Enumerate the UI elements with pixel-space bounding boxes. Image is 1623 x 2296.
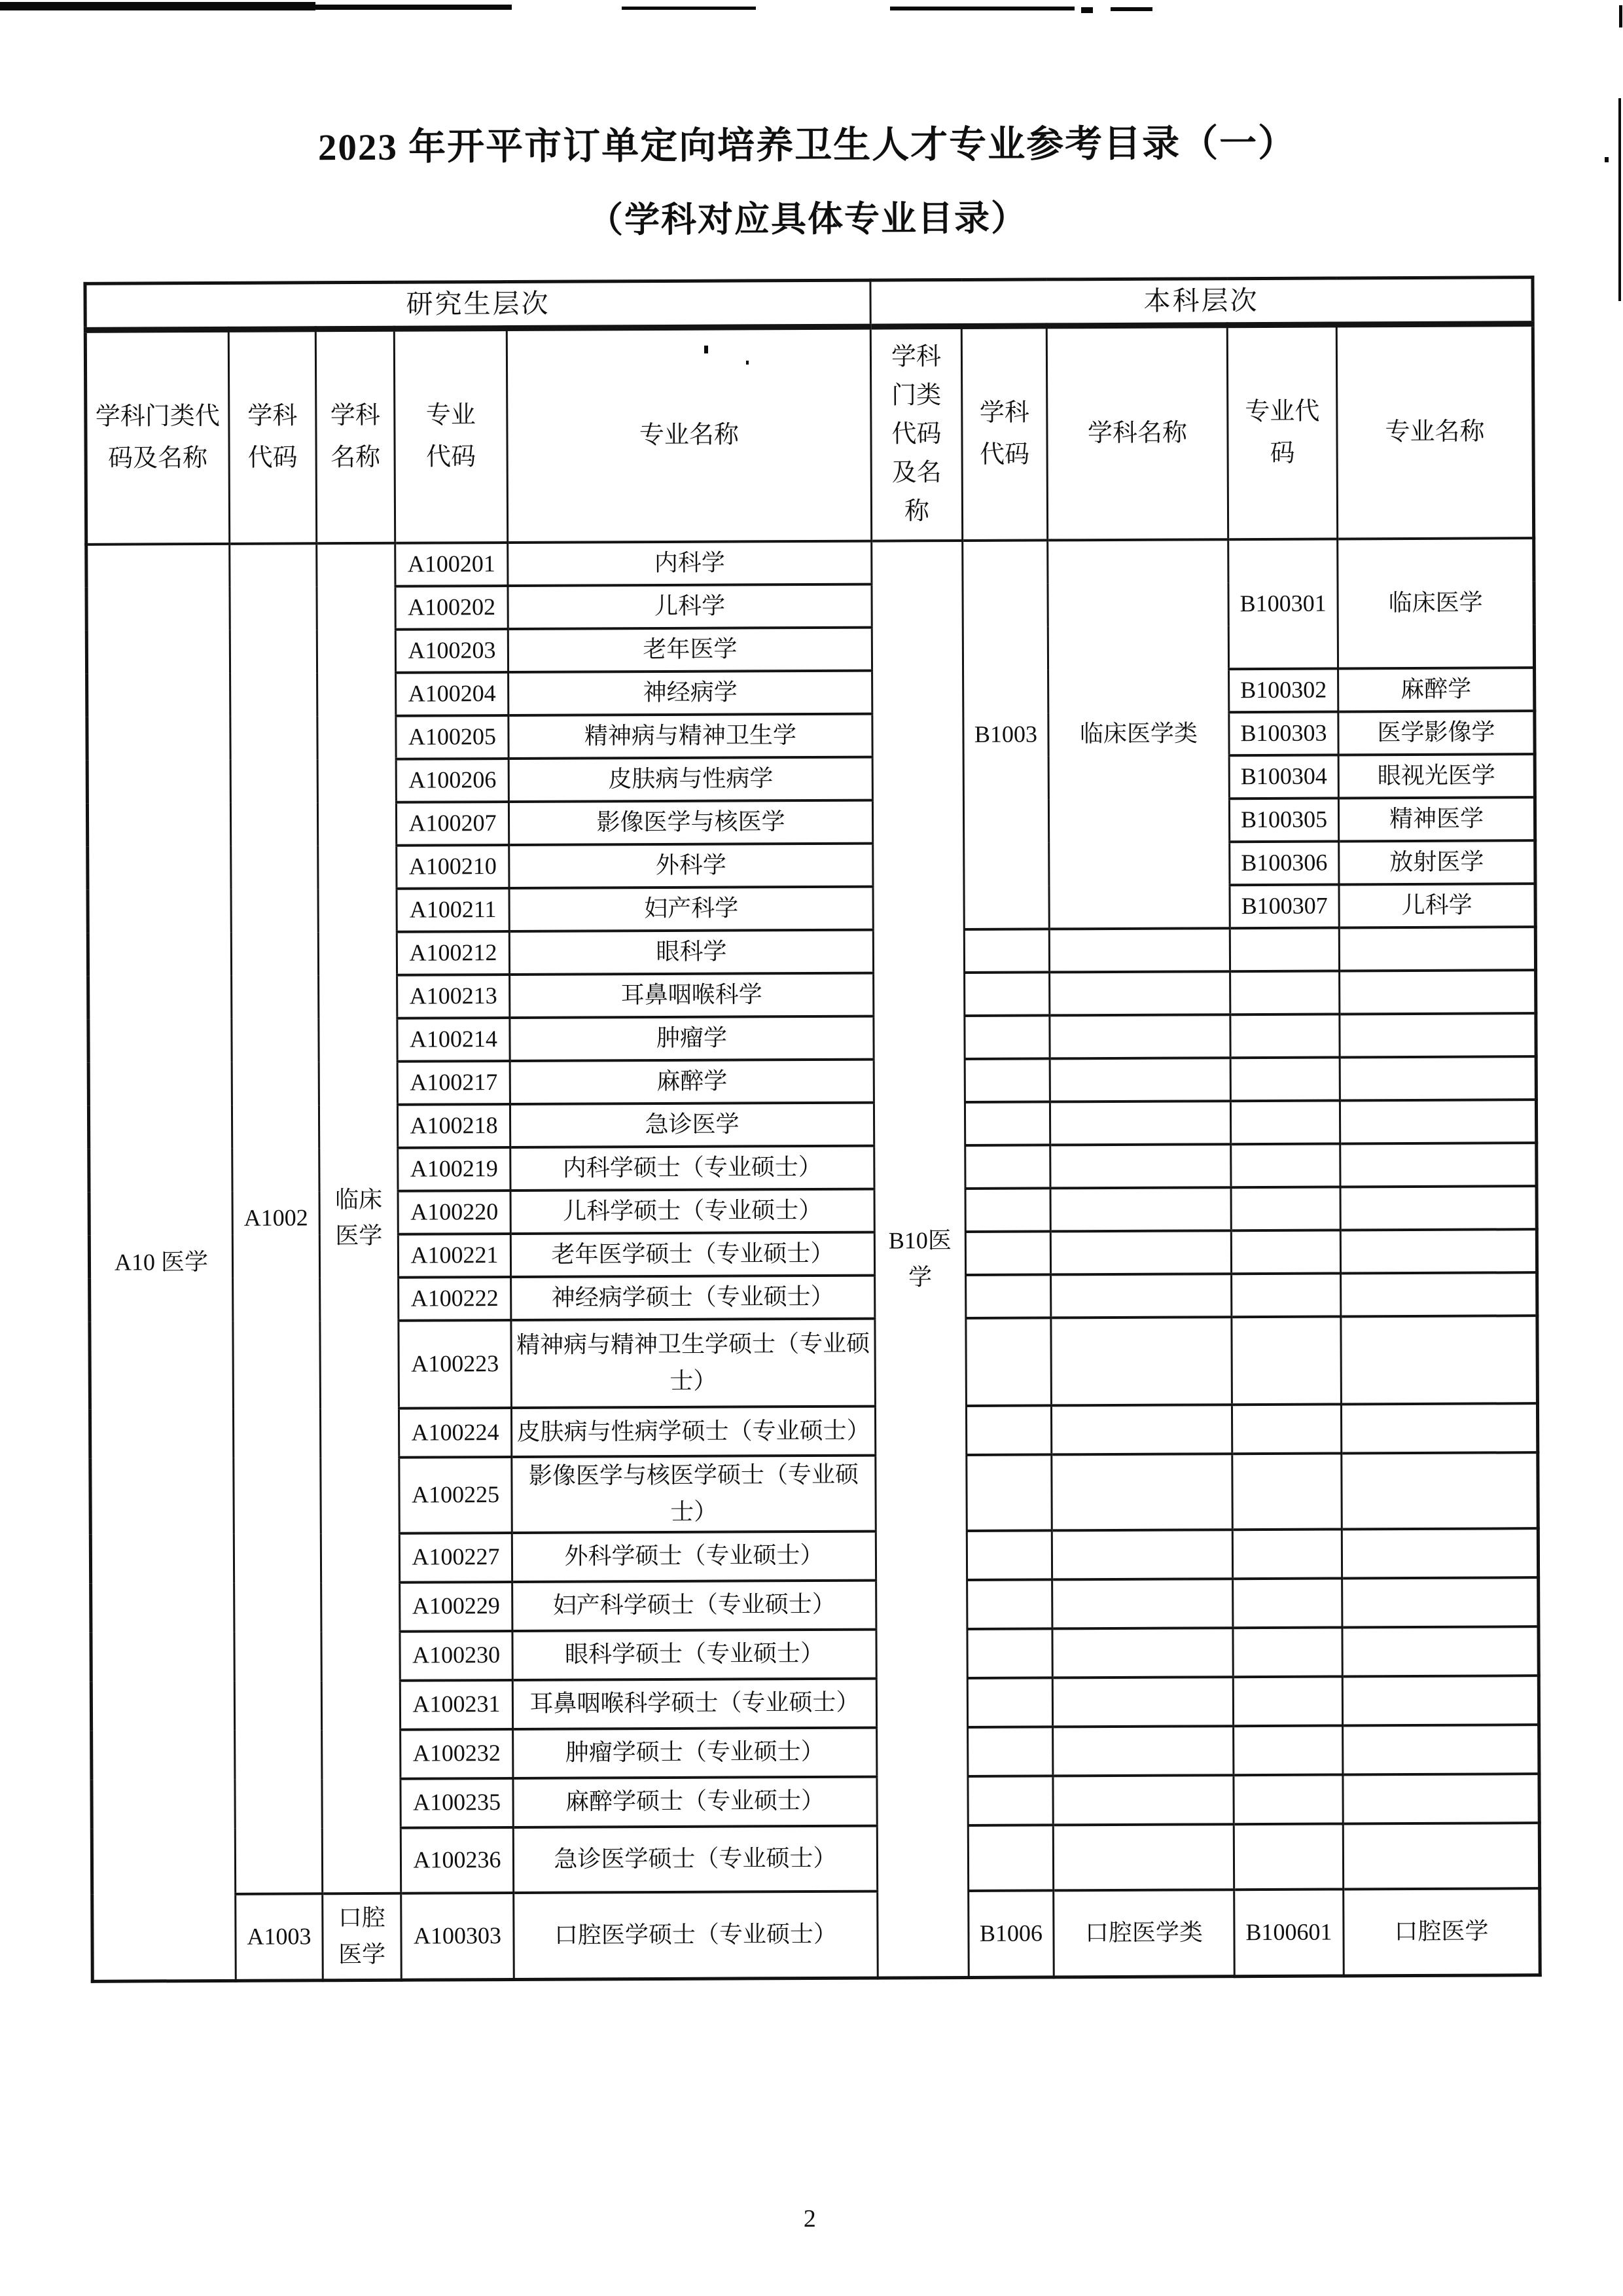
grad-subject-name-cell: 口腔 医学: [323, 1893, 402, 1981]
grad-major-name-cell: 妇产科学硕士（专业硕士）: [512, 1580, 876, 1630]
grad-major-code-cell: A100225: [399, 1457, 512, 1533]
document-title: 2023 年开平市订单定向培养卫生人才专业参考目录（一）: [317, 122, 1297, 169]
ug-major-code-cell: B100302: [1229, 669, 1338, 713]
empty-cell: [1052, 1579, 1233, 1628]
grad-major-code-cell: A100205: [396, 715, 508, 759]
col-header-ug-subject-code: 学科 代码: [961, 325, 1047, 541]
ug-major-code-cell: B100307: [1230, 885, 1339, 929]
empty-cell: [1233, 1676, 1342, 1726]
ug-major-code-cell: B100303: [1229, 712, 1338, 756]
grad-major-name-cell: 麻醉学: [510, 1060, 874, 1104]
ug-major-name-cell: 放射医学: [1339, 840, 1535, 884]
col-header-grad-major-code: 专业 代码: [394, 328, 507, 543]
empty-cell: [968, 1825, 1053, 1891]
empty-cell: [1053, 1824, 1234, 1890]
grad-major-name-cell: 耳鼻咽喉科学: [510, 973, 874, 1018]
empty-cell: [1340, 1229, 1537, 1273]
grad-major-name-cell: 外科学: [509, 844, 873, 888]
col-header-grad-subject-name: 学科 名称: [315, 329, 395, 544]
ug-category-cell: B10医 学: [872, 541, 969, 1978]
grad-major-name-cell: 眼科学: [509, 930, 873, 975]
empty-cell: [1343, 1774, 1539, 1823]
grad-major-code-cell: A100211: [397, 888, 509, 932]
empty-cell: [1342, 1676, 1539, 1725]
empty-cell: [1051, 1274, 1232, 1318]
empty-cell: [1340, 1100, 1536, 1143]
col-header-grad-major-name: 专业名称: [507, 327, 871, 543]
empty-cell: [1052, 1628, 1233, 1677]
grad-major-name-cell: 神经病学: [508, 671, 872, 715]
grad-major-code-cell: A100219: [398, 1147, 510, 1191]
grad-major-name-cell: 影像医学与核医学硕士（专业硕士）: [512, 1456, 876, 1533]
empty-cell: [1233, 1578, 1342, 1628]
ug-subject-name-cell: 口腔医学类: [1054, 1890, 1235, 1977]
grad-major-name-cell: 精神病与精神卫生学: [508, 714, 872, 759]
grad-major-code-cell: A100227: [399, 1533, 512, 1583]
col-header-grad-category: 学科门类代 码及名称: [85, 329, 229, 545]
empty-cell: [968, 1727, 1053, 1776]
grad-major-name-cell: 老年医学硕士（专业硕士）: [510, 1232, 874, 1277]
grad-major-code-cell: A100206: [396, 759, 508, 802]
grad-major-name-cell: 妇产科学: [509, 887, 873, 931]
empty-cell: [965, 1145, 1050, 1189]
empty-cell: [1051, 1317, 1232, 1405]
ug-major-name-cell: 儿科学: [1339, 884, 1535, 927]
empty-cell: [1231, 1187, 1340, 1231]
empty-cell: [1050, 971, 1230, 1015]
empty-cell: [1342, 1528, 1538, 1578]
grad-major-code-cell: A100202: [395, 586, 508, 630]
empty-cell: [1343, 1823, 1539, 1889]
col-header-ug-subject-name: 学科名称: [1046, 325, 1228, 540]
empty-cell: [1234, 1823, 1343, 1890]
empty-cell: [1340, 1143, 1537, 1187]
grad-major-name-cell: 口腔医学硕士（专业硕士）: [514, 1891, 878, 1979]
ug-major-name-cell: 医学影像学: [1338, 711, 1535, 755]
grad-major-name-cell: 皮肤病与性病学硕士（专业硕士）: [511, 1407, 875, 1457]
empty-cell: [1053, 1726, 1234, 1776]
grad-major-name-cell: 急诊医学: [510, 1103, 874, 1147]
empty-cell: [967, 1628, 1052, 1678]
empty-cell: [1342, 1577, 1539, 1627]
grad-major-code-cell: A100230: [400, 1631, 512, 1681]
empty-cell: [967, 1530, 1052, 1580]
ug-subject-code-cell: B1003: [963, 540, 1050, 929]
empty-cell: [1230, 1058, 1340, 1102]
empty-cell: [1230, 928, 1339, 972]
grad-major-code-cell: A100201: [395, 543, 508, 586]
col-header-ug-major-name: 专业名称: [1336, 323, 1533, 539]
empty-cell: [1051, 1405, 1232, 1454]
grad-major-code-cell: A100231: [400, 1680, 512, 1730]
major-catalog-table: [83, 276, 1541, 1983]
empty-cell: [1230, 1014, 1340, 1058]
grad-major-code-cell: A100224: [399, 1408, 511, 1458]
grad-major-name-cell: 儿科学: [508, 584, 872, 629]
empty-cell: [966, 1405, 1051, 1455]
empty-cell: [965, 1015, 1050, 1059]
empty-cell: [1341, 1403, 1537, 1453]
empty-cell: [1342, 1452, 1539, 1529]
grad-major-code-cell: A100223: [399, 1320, 512, 1408]
empty-cell: [1341, 1316, 1538, 1404]
empty-cell: [964, 929, 1049, 973]
empty-cell: [1341, 1272, 1537, 1316]
empty-cell: [1050, 1187, 1231, 1231]
grad-major-name-cell: 肿瘤学硕士（专业硕士）: [513, 1727, 877, 1778]
empty-cell: [1230, 1101, 1340, 1145]
grad-major-code-cell: A100207: [396, 802, 508, 846]
empty-cell: [967, 1677, 1052, 1727]
col-header-ug-major-code: 专业代 码: [1227, 325, 1337, 540]
grad-major-code-cell: A100210: [397, 845, 509, 889]
grad-major-name-cell: 外科学硕士（专业硕士）: [512, 1531, 876, 1581]
ug-major-name-cell: 精神医学: [1338, 797, 1535, 841]
empty-cell: [1050, 1101, 1230, 1145]
empty-cell: [967, 1454, 1052, 1530]
empty-cell: [1232, 1529, 1342, 1579]
empty-cell: [1052, 1454, 1233, 1530]
grad-major-name-cell: 耳鼻咽喉科学硕士（专业硕士）: [512, 1678, 876, 1729]
page-number: 2: [803, 2204, 816, 2233]
grad-major-name-cell: 急诊医学硕士（专业硕士）: [513, 1825, 877, 1892]
empty-cell: [1050, 1058, 1230, 1102]
ug-subject-name-cell: 临床医学类: [1048, 539, 1230, 929]
empty-cell: [1231, 1230, 1340, 1274]
empty-cell: [1232, 1405, 1341, 1454]
grad-major-code-cell: A100222: [399, 1277, 511, 1321]
empty-cell: [1342, 1626, 1539, 1676]
ug-major-code-cell: B100601: [1234, 1889, 1344, 1977]
empty-cell: [965, 1188, 1050, 1232]
empty-cell: [1052, 1530, 1232, 1579]
grad-major-name-cell: 肿瘤学: [510, 1016, 874, 1061]
grad-major-name-cell: 影像医学与核医学: [508, 800, 872, 845]
empty-cell: [1050, 1230, 1231, 1274]
grad-major-code-cell: A100220: [398, 1191, 510, 1234]
empty-cell: [1053, 1775, 1234, 1825]
empty-cell: [966, 1318, 1052, 1406]
empty-cell: [1230, 971, 1340, 1015]
empty-cell: [1232, 1274, 1341, 1318]
section-header-undergraduate: 本科层次: [870, 278, 1533, 327]
document-subtitle: （学科对应具体专业目录）: [587, 198, 1028, 240]
ug-major-code-cell: B100305: [1229, 798, 1338, 842]
empty-cell: [966, 1274, 1051, 1318]
grad-major-name-cell: 精神病与精神卫生学硕士（专业硕 士）: [511, 1319, 876, 1408]
grad-major-code-cell: A100214: [397, 1018, 510, 1062]
ug-major-name-cell: 临床医学: [1338, 538, 1535, 668]
grad-major-code-cell: A100213: [397, 975, 510, 1018]
ug-subject-code-cell: B1006: [969, 1890, 1054, 1978]
grad-subject-code-cell: A1003: [236, 1893, 323, 1981]
ug-major-code-cell: B100304: [1229, 755, 1338, 799]
empty-cell: [965, 972, 1050, 1016]
empty-cell: [1340, 1186, 1537, 1230]
col-header-ug-category: 学科 门类 代码 及名 称: [870, 326, 962, 541]
grad-major-code-cell: A100217: [397, 1061, 510, 1105]
empty-cell: [1233, 1627, 1342, 1677]
grad-major-code-cell: A100235: [401, 1778, 513, 1828]
empty-cell: [1232, 1317, 1342, 1405]
empty-cell: [1234, 1725, 1343, 1775]
empty-cell: [1339, 927, 1535, 971]
empty-cell: [968, 1776, 1053, 1825]
grad-major-code-cell: A100232: [401, 1729, 513, 1779]
ug-major-name-cell: 麻醉学: [1338, 668, 1535, 711]
grad-major-name-cell: 儿科学硕士（专业硕士）: [510, 1189, 874, 1234]
col-header-grad-subject-code: 学科 代码: [228, 329, 316, 544]
grad-major-name-cell: 皮肤病与性病学: [508, 757, 872, 802]
empty-cell: [1050, 1014, 1230, 1058]
empty-cell: [1340, 1056, 1536, 1100]
ug-major-code-cell: B100301: [1228, 539, 1338, 670]
section-header-graduate: 研究生层次: [85, 280, 870, 330]
grad-major-name-cell: 神经病学硕士（专业硕士）: [511, 1276, 875, 1320]
grad-subject-code-cell: A1002: [230, 543, 323, 1893]
empty-cell: [965, 1102, 1050, 1145]
empty-cell: [965, 1231, 1050, 1275]
grad-major-name-cell: 内科学硕士（专业硕士）: [510, 1146, 874, 1191]
grad-major-code-cell: A100203: [395, 629, 508, 673]
grad-major-code-cell: A100229: [400, 1582, 512, 1632]
grad-major-code-cell: A100218: [397, 1104, 510, 1148]
empty-cell: [1052, 1677, 1233, 1727]
ug-major-name-cell: 口腔医学: [1344, 1888, 1541, 1976]
ug-major-name-cell: 眼视光医学: [1338, 754, 1535, 798]
grad-major-code-cell: A100303: [401, 1893, 514, 1981]
empty-cell: [1340, 1013, 1536, 1057]
empty-cell: [1340, 970, 1536, 1014]
empty-cell: [1343, 1725, 1539, 1774]
empty-cell: [1232, 1454, 1342, 1530]
grad-major-name-cell: 内科学: [508, 541, 872, 586]
grad-major-name-cell: 麻醉学硕士（专业硕士）: [513, 1776, 877, 1827]
ug-major-code-cell: B100306: [1230, 842, 1339, 886]
empty-cell: [1231, 1144, 1340, 1188]
empty-cell: [965, 1058, 1050, 1102]
grad-major-code-cell: A100212: [397, 931, 509, 975]
empty-cell: [1049, 928, 1230, 972]
grad-major-code-cell: A100204: [396, 672, 508, 716]
empty-cell: [967, 1579, 1052, 1629]
grad-major-name-cell: 老年医学: [508, 628, 872, 672]
empty-cell: [1234, 1774, 1343, 1824]
grad-major-code-cell: A100236: [401, 1827, 513, 1893]
grad-major-code-cell: A100221: [398, 1234, 510, 1278]
grad-major-name-cell: 眼科学硕士（专业硕士）: [512, 1629, 876, 1679]
grad-category-cell: A10 医学: [86, 544, 236, 1982]
empty-cell: [1050, 1144, 1231, 1188]
grad-subject-name-cell: 临床 医学: [317, 543, 401, 1893]
